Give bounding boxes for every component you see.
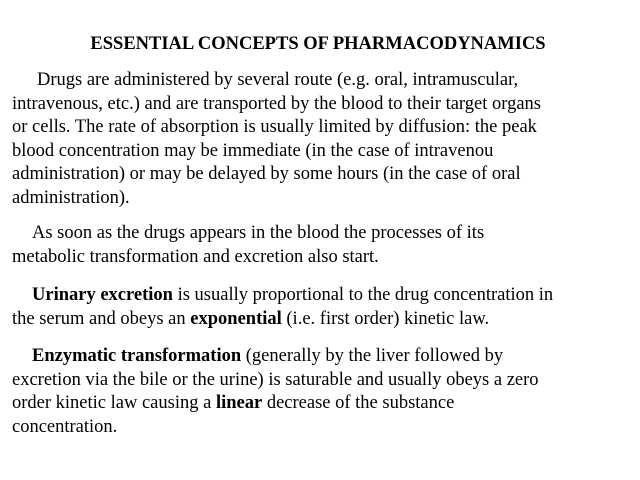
paragraph-drug-administration xyxy=(12,69,632,211)
text-run: is usually proportional to the drug concentration in xyxy=(172,285,554,305)
text-line: administration) or may be delayed by some hours (in the case of oral xyxy=(12,164,521,185)
text-run: order kinetic law causing a xyxy=(12,393,216,414)
paragraph-metabolic-transformation xyxy=(12,222,632,269)
term-linear: linear xyxy=(215,393,263,414)
text-line xyxy=(12,345,632,369)
text-line: As soon as the drugs appears in the blood the processes of its xyxy=(32,223,485,243)
document-title: ESSENTIAL CONCEPTS OF PHARMACODYNAMICS xyxy=(90,34,546,54)
text-run: (generally by the liver followed by xyxy=(241,346,504,366)
text-line: administration). xyxy=(12,187,130,208)
term-enzymatic-transformation: Enzymatic transformation xyxy=(32,346,242,366)
paragraph-urinary-excretion xyxy=(12,284,632,331)
text-line xyxy=(12,284,632,308)
text-line: metabolic transformation and excretion also start. xyxy=(12,246,379,267)
text-line xyxy=(12,308,632,332)
term-urinary-excretion: Urinary excretion xyxy=(32,285,173,305)
text-line: concentration. xyxy=(12,416,118,437)
text-run: decrease of the substance xyxy=(262,393,455,414)
text-line: intravenous, etc.) and are transported by the blood to their target organs xyxy=(12,93,541,114)
text-run: (i.e. first order) kinetic law. xyxy=(281,308,490,329)
text-line xyxy=(12,392,632,416)
text-line: blood concentration may be immediate (in the case of intravenou xyxy=(12,140,494,161)
text-line: Drugs are administered by several route (e.g. oral, intramuscular, xyxy=(37,70,519,90)
text-line: or cells. The rate of absorption is usually limited by diffusion: the peak xyxy=(12,117,537,138)
paragraph-enzymatic-transformation xyxy=(12,345,632,439)
term-exponential: exponential xyxy=(190,308,282,329)
text-line: excretion via the bile or the urine) is saturable and usually obeys a zero xyxy=(12,369,539,390)
text-run: the serum and obeys an xyxy=(12,308,191,329)
